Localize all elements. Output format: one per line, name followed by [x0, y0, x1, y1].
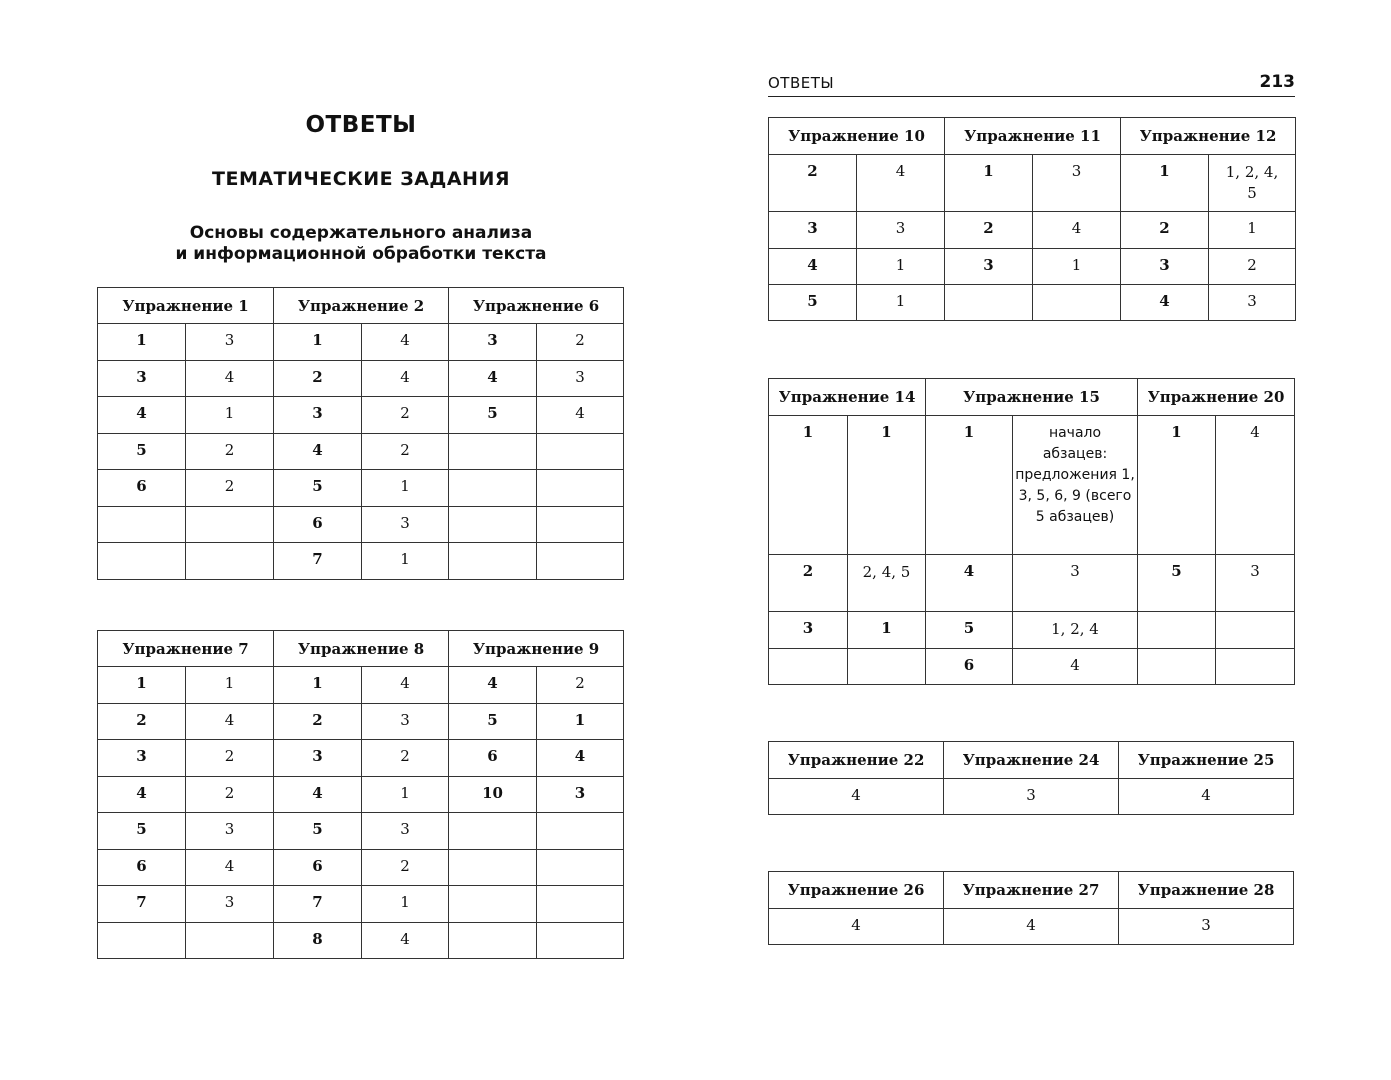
table-row — [98, 886, 624, 923]
table-row — [98, 543, 624, 580]
answer-cell: 2 — [1209, 249, 1296, 285]
answer-cell — [537, 849, 624, 886]
task-number-cell: 2 — [769, 555, 848, 612]
answer-cell — [537, 886, 624, 923]
answers-table-5 — [768, 741, 1294, 815]
task-number-cell: 5 — [274, 470, 362, 507]
answer-cell: 4 — [362, 667, 449, 704]
answer-cell: 3 — [186, 813, 274, 850]
exercise-header: Упражнение 15 — [926, 379, 1138, 416]
task-number-cell: 5 — [926, 612, 1013, 649]
task-number-cell — [98, 506, 186, 543]
answers-table-4 — [768, 378, 1295, 685]
table-row — [98, 360, 624, 397]
exercise-header: Упражнение 14 — [769, 379, 926, 416]
exercise-header: Упражнение 26 — [769, 872, 944, 909]
answer-cell — [537, 506, 624, 543]
task-number-cell: 2 — [769, 155, 857, 212]
answer-cell: 3 — [1033, 155, 1121, 212]
exercise-header: Упражнение 27 — [944, 872, 1119, 909]
answers-table-2 — [97, 630, 624, 959]
exercise-header: Упражнение 20 — [1138, 379, 1295, 416]
task-number-cell — [449, 922, 537, 959]
task-number-cell — [449, 543, 537, 580]
table-header-row — [769, 742, 1294, 779]
table-row — [98, 740, 624, 777]
answer-cell — [537, 922, 624, 959]
answer-cell: 2 — [186, 740, 274, 777]
table-row — [769, 155, 1296, 212]
answer-cell: 3 — [1119, 909, 1294, 945]
task-number-cell: 4 — [274, 433, 362, 470]
task-number-cell: 3 — [769, 612, 848, 649]
answer-cell: 1 — [362, 776, 449, 813]
answer-cell: 1 — [362, 543, 449, 580]
task-number-cell: 3 — [98, 740, 186, 777]
task-number-cell: 5 — [1138, 555, 1216, 612]
table-row — [98, 470, 624, 507]
answer-cell: 4 — [769, 779, 944, 815]
table-row — [769, 212, 1296, 249]
task-number-cell: 1 — [98, 324, 186, 361]
answer-cell: 3 — [186, 324, 274, 361]
table-row — [98, 922, 624, 959]
table-row — [98, 324, 624, 361]
task-number-cell: 1 — [1138, 416, 1216, 555]
task-number-cell: 3 — [945, 249, 1033, 285]
table-row — [769, 612, 1295, 649]
section-title: ТЕМАТИЧЕСКИЕ ЗАДАНИЯ — [212, 168, 510, 190]
answer-cell — [186, 506, 274, 543]
table-row — [769, 416, 1295, 555]
answers-table-3 — [768, 117, 1296, 321]
answer-cell: 3 — [1216, 555, 1295, 612]
table-row — [769, 285, 1296, 321]
answer-cell: 2 — [362, 849, 449, 886]
answers-table-1 — [97, 287, 624, 580]
task-number-cell: 1 — [274, 324, 362, 361]
task-number-cell: 6 — [926, 649, 1013, 685]
table-row — [769, 649, 1295, 685]
answer-cell: 1 — [186, 667, 274, 704]
task-number-cell: 6 — [274, 506, 362, 543]
table-header-row — [98, 631, 624, 667]
task-number-cell: 4 — [449, 360, 537, 397]
task-number-cell: 2 — [945, 212, 1033, 249]
table-row — [98, 776, 624, 813]
answer-cell: 4 — [769, 909, 944, 945]
table-row — [98, 433, 624, 470]
table-header-row — [769, 379, 1295, 416]
task-number-cell: 5 — [769, 285, 857, 321]
table-row — [769, 909, 1294, 945]
answer-cell — [1216, 612, 1295, 649]
table-row — [98, 667, 624, 704]
answer-cell: 3 — [362, 813, 449, 850]
answer-cell: 3 — [1209, 285, 1296, 321]
answer-cell — [537, 813, 624, 850]
answer-cell: 1 — [857, 285, 945, 321]
task-number-cell: 4 — [98, 397, 186, 434]
answer-cell: 3 — [1013, 555, 1138, 612]
answer-cell: 1 — [186, 397, 274, 434]
answer-cell: 4 — [857, 155, 945, 212]
task-number-cell — [1138, 649, 1216, 685]
answer-cell: 2 — [186, 776, 274, 813]
answer-cell — [537, 543, 624, 580]
exercise-header: Упражнение 28 — [1119, 872, 1294, 909]
answer-cell: 1 — [1033, 249, 1121, 285]
exercise-header: Упражнение 25 — [1119, 742, 1294, 779]
task-number-cell: 2 — [1121, 212, 1209, 249]
exercise-header: Упражнение 8 — [274, 631, 449, 667]
task-number-cell: 1 — [274, 667, 362, 704]
task-number-cell: 4 — [926, 555, 1013, 612]
task-number-cell: 4 — [449, 667, 537, 704]
answer-cell: 4 — [537, 397, 624, 434]
task-number-cell: 1 — [769, 416, 848, 555]
answer-cell: 4 — [537, 740, 624, 777]
table-header-row — [98, 288, 624, 324]
task-number-cell: 10 — [449, 776, 537, 813]
answer-cell — [1216, 649, 1295, 685]
task-number-cell: 5 — [98, 433, 186, 470]
answer-cell: 4 — [1013, 649, 1138, 685]
task-number-cell: 3 — [274, 740, 362, 777]
answer-cell: 2 — [186, 433, 274, 470]
task-number-cell: 1 — [945, 155, 1033, 212]
table-row — [98, 813, 624, 850]
task-number-cell: 3 — [274, 397, 362, 434]
task-number-cell: 3 — [449, 324, 537, 361]
answer-cell: 3 — [537, 360, 624, 397]
task-number-cell — [945, 285, 1033, 321]
answer-cell — [186, 543, 274, 580]
running-header — [768, 74, 1295, 97]
answer-cell: 3 — [186, 886, 274, 923]
task-number-cell: 4 — [769, 249, 857, 285]
task-number-cell: 7 — [274, 543, 362, 580]
task-number-cell: 3 — [769, 212, 857, 249]
exercise-header: Упражнение 1 — [98, 288, 274, 324]
answer-cell: 4 — [944, 909, 1119, 945]
answer-cell: 4 — [362, 922, 449, 959]
answer-cell: 4 — [362, 324, 449, 361]
task-number-cell: 7 — [98, 886, 186, 923]
task-number-cell: 6 — [449, 740, 537, 777]
exercise-header: Упражнение 24 — [944, 742, 1119, 779]
answer-cell: 1, 2, 4, 5 — [1209, 155, 1296, 212]
answer-cell: 4 — [1119, 779, 1294, 815]
task-number-cell: 6 — [274, 849, 362, 886]
exercise-header: Упражнение 10 — [769, 118, 945, 155]
answer-cell — [186, 922, 274, 959]
task-number-cell: 1 — [1121, 155, 1209, 212]
page-number: 213 — [1259, 72, 1295, 92]
answer-cell: 4 — [1033, 212, 1121, 249]
task-number-cell: 4 — [1121, 285, 1209, 321]
answer-cell: 1 — [1209, 212, 1296, 249]
task-number-cell — [449, 886, 537, 923]
answer-cell: 2 — [537, 324, 624, 361]
task-number-cell: 2 — [98, 703, 186, 740]
task-number-cell — [449, 433, 537, 470]
subsection-title-line1: Основы содержательного анализа — [189, 223, 533, 243]
table-row — [98, 397, 624, 434]
answer-cell: 3 — [944, 779, 1119, 815]
answer-cell: 3 — [857, 212, 945, 249]
exercise-header: Упражнение 12 — [1121, 118, 1296, 155]
task-number-cell — [1138, 612, 1216, 649]
answer-cell: 1 — [848, 416, 926, 555]
answers-table-6 — [768, 871, 1294, 945]
answer-cell: 4 — [1216, 416, 1295, 555]
answer-cell: 2 — [537, 667, 624, 704]
answer-cell: 2 — [362, 397, 449, 434]
answer-cell: 1 — [362, 470, 449, 507]
task-number-cell: 4 — [274, 776, 362, 813]
task-number-cell — [449, 813, 537, 850]
answer-cell: 4 — [186, 360, 274, 397]
exercise-header: Упражнение 6 — [449, 288, 624, 324]
running-title: ОТВЕТЫ — [768, 74, 835, 92]
table-row — [769, 779, 1294, 815]
answer-cell: 1 — [857, 249, 945, 285]
table-row — [769, 249, 1296, 285]
exercise-header: Упражнение 11 — [945, 118, 1121, 155]
exercise-header: Упражнение 22 — [769, 742, 944, 779]
task-number-cell — [769, 649, 848, 685]
exercise-header: Упражнение 2 — [274, 288, 449, 324]
answer-cell — [537, 433, 624, 470]
table-header-row — [769, 872, 1294, 909]
answer-cell: 2 — [186, 470, 274, 507]
table-header-row — [769, 118, 1296, 155]
page-title: ОТВЕТЫ — [305, 112, 417, 138]
answer-cell: 1 — [537, 703, 624, 740]
answer-cell: начало абзацев: предложения 1, 3, 5, 6, 9 (всего 5 абзацев) — [1013, 416, 1138, 555]
task-number-cell: 7 — [274, 886, 362, 923]
answer-cell: 1, 2, 4 — [1013, 612, 1138, 649]
answer-cell — [1033, 285, 1121, 321]
task-number-cell: 8 — [274, 922, 362, 959]
task-number-cell: 3 — [98, 360, 186, 397]
task-number-cell: 2 — [274, 360, 362, 397]
answer-cell: 1 — [362, 886, 449, 923]
task-number-cell: 1 — [98, 667, 186, 704]
task-number-cell: 3 — [1121, 249, 1209, 285]
answer-cell: 2, 4, 5 — [848, 555, 926, 612]
task-number-cell: 5 — [274, 813, 362, 850]
task-number-cell: 6 — [98, 470, 186, 507]
answer-cell — [848, 649, 926, 685]
task-number-cell — [449, 470, 537, 507]
task-number-cell: 5 — [449, 397, 537, 434]
answer-cell: 1 — [848, 612, 926, 649]
task-number-cell: 1 — [926, 416, 1013, 555]
answer-cell: 3 — [362, 703, 449, 740]
answer-cell: 4 — [362, 360, 449, 397]
table-row — [98, 506, 624, 543]
answer-cell: 4 — [186, 849, 274, 886]
answer-cell: 2 — [362, 740, 449, 777]
task-number-cell: 2 — [274, 703, 362, 740]
task-number-cell — [449, 849, 537, 886]
exercise-header: Упражнение 9 — [449, 631, 624, 667]
answer-cell: 3 — [537, 776, 624, 813]
answer-cell: 4 — [186, 703, 274, 740]
subsection-title-line2: и информационной обработки текста — [175, 244, 547, 264]
answer-cell: 2 — [362, 433, 449, 470]
task-number-cell: 5 — [98, 813, 186, 850]
exercise-header: Упражнение 7 — [98, 631, 274, 667]
task-number-cell — [449, 506, 537, 543]
answer-cell: 3 — [362, 506, 449, 543]
table-row — [98, 703, 624, 740]
task-number-cell: 4 — [98, 776, 186, 813]
task-number-cell: 6 — [98, 849, 186, 886]
task-number-cell — [98, 543, 186, 580]
answer-cell — [537, 470, 624, 507]
task-number-cell: 5 — [449, 703, 537, 740]
table-row — [769, 555, 1295, 612]
table-row — [98, 849, 624, 886]
task-number-cell — [98, 922, 186, 959]
